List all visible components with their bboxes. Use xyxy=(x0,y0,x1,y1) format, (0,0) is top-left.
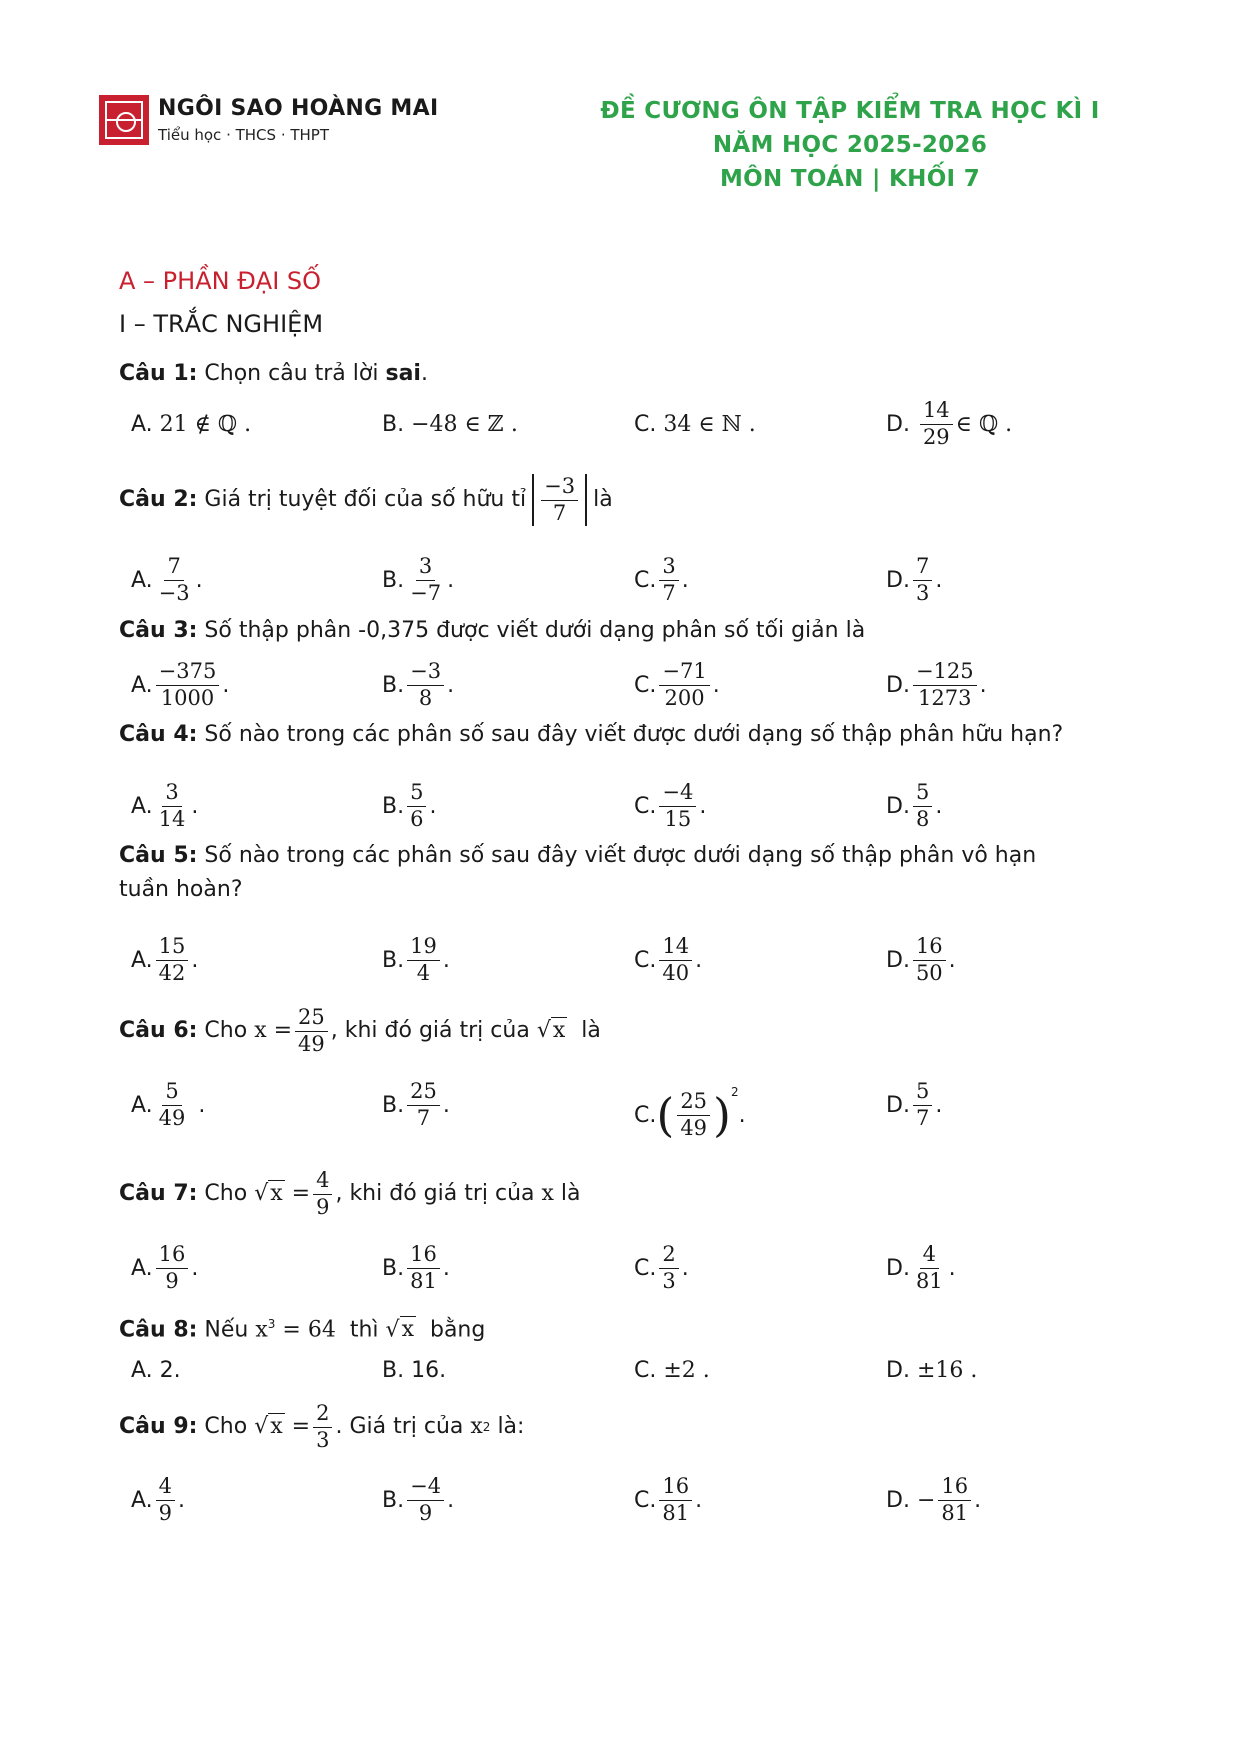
q5-option-a: A. 15 42 . xyxy=(131,934,199,985)
q4-option-b: B. 5 6 . xyxy=(382,780,437,831)
q9-option-c: C. 16 81 . xyxy=(634,1474,703,1525)
q4-option-a: A. 3 14 . xyxy=(131,780,199,831)
q9-option-a: A. 4 9 . xyxy=(131,1474,186,1525)
q2-option-d: D. 7 3 . xyxy=(886,554,943,605)
q8-option-b: B. 16. xyxy=(382,1357,447,1383)
q8-option-a: A. 2. xyxy=(131,1357,181,1383)
q2-option-c: C. 3 7 . xyxy=(634,554,689,605)
q7-option-a: A. 16 9 . xyxy=(131,1242,199,1293)
doc-title-line3: MÔN TOÁN | KHỐI 7 xyxy=(719,166,981,192)
q5-option-b: B. 19 4 . xyxy=(382,934,450,985)
q3-option-b: B. −3 8 . xyxy=(382,659,455,710)
q7-option-d: D. 4 81 . xyxy=(886,1242,956,1293)
brand-subtitle: Tiểu học · THCS · THPT xyxy=(158,126,329,144)
brand-logo xyxy=(99,95,149,145)
q5-option-c: C. 14 40 . xyxy=(634,934,703,985)
q3-option-a: A. −375 1000 . xyxy=(131,659,230,710)
q9-option-b: B. −4 9 . xyxy=(382,1474,455,1525)
q1-option-c: C. 34 ∈ ℕ . xyxy=(634,411,756,437)
q8-option-d: D. ±16 . xyxy=(886,1357,978,1383)
question-3: Câu 3: Số thập phân -0,375 được viết dưới dạng phân số tối giản là xyxy=(119,618,866,643)
doc-title-line2: NĂM HỌC 2025-2026 xyxy=(712,132,988,158)
q6-option-c: C. ( 25 49 ) $^2$ . xyxy=(634,1085,746,1142)
q3-option-c: C. −71 200 . xyxy=(634,659,720,710)
question-6: Câu 6: Cho x = $\frac{25}{49}$ , khi đó giá trị của √x là xyxy=(119,1005,601,1056)
q6-option-d: D. 5 7 . xyxy=(886,1079,943,1130)
question-7: Câu 7: Cho √x = $\frac{4}{9}$ , khi đó giá trị của x là xyxy=(119,1168,581,1219)
q6-option-b: B. 25 7 . xyxy=(382,1079,450,1130)
section-heading: A – PHẦN ĐẠI SỐ xyxy=(119,267,322,295)
q3-option-d: D. −125 1273 . xyxy=(886,659,987,710)
q8-option-c: C. ±2 . xyxy=(634,1357,710,1383)
doc-title-line1: ĐỀ CƯƠNG ÔN TẬP KIỂM TRA HỌC KÌ I xyxy=(600,98,1100,124)
q5-option-d: D. 16 50 . xyxy=(886,934,956,985)
question-1: Câu 1: Chọn câu trả lời sai. xyxy=(119,361,428,386)
q7-option-c: C. 2 3 . xyxy=(634,1242,689,1293)
q4-option-c: C. −4 15 . xyxy=(634,780,707,831)
q7-option-b: B. 16 81 . xyxy=(382,1242,450,1293)
question-2: Câu 2: Giá trị tuyệt đối của số hữu tỉ −3 7 là xyxy=(119,474,613,525)
brand-name: NGÔI SAO HOÀNG MAI xyxy=(158,96,439,121)
question-4: Câu 4: Số nào trong các phân số sau đây viết được dưới dạng số thập phân hữu hạn? xyxy=(119,722,1064,747)
q2-option-a: A. 7 −3 . xyxy=(131,554,203,605)
question-5: Câu 5: Số nào trong các phân số sau đây viết được dưới dạng số thập phân vô hạn xyxy=(119,843,1037,868)
question-5-cont: tuần hoàn? xyxy=(119,877,243,902)
subsection-heading: I – TRẮC NGHIỆM xyxy=(119,310,324,338)
question-9: Câu 9: Cho √x = $\frac{2}{3}$ . Giá trị của x 2 là: xyxy=(119,1401,525,1452)
q1-option-b: B. −48 ∈ ℤ . xyxy=(382,411,518,437)
question-8: Câu 8: Nếu $x^3 = 64$ thì √x bằng xyxy=(119,1317,486,1343)
q2-option-b: B. 3 −7 . xyxy=(382,554,455,605)
q1-option-d: D. 14 29 ∈ ℚ . xyxy=(886,398,1013,449)
q4-option-d: D. 5 8 . xyxy=(886,780,943,831)
q1-option-a: A. 21 ∉ ℚ . xyxy=(131,411,252,437)
q6-option-a: A. 5 49 . xyxy=(131,1079,206,1130)
q9-option-d: D. − $\frac{16}{81}$ . xyxy=(886,1474,982,1525)
